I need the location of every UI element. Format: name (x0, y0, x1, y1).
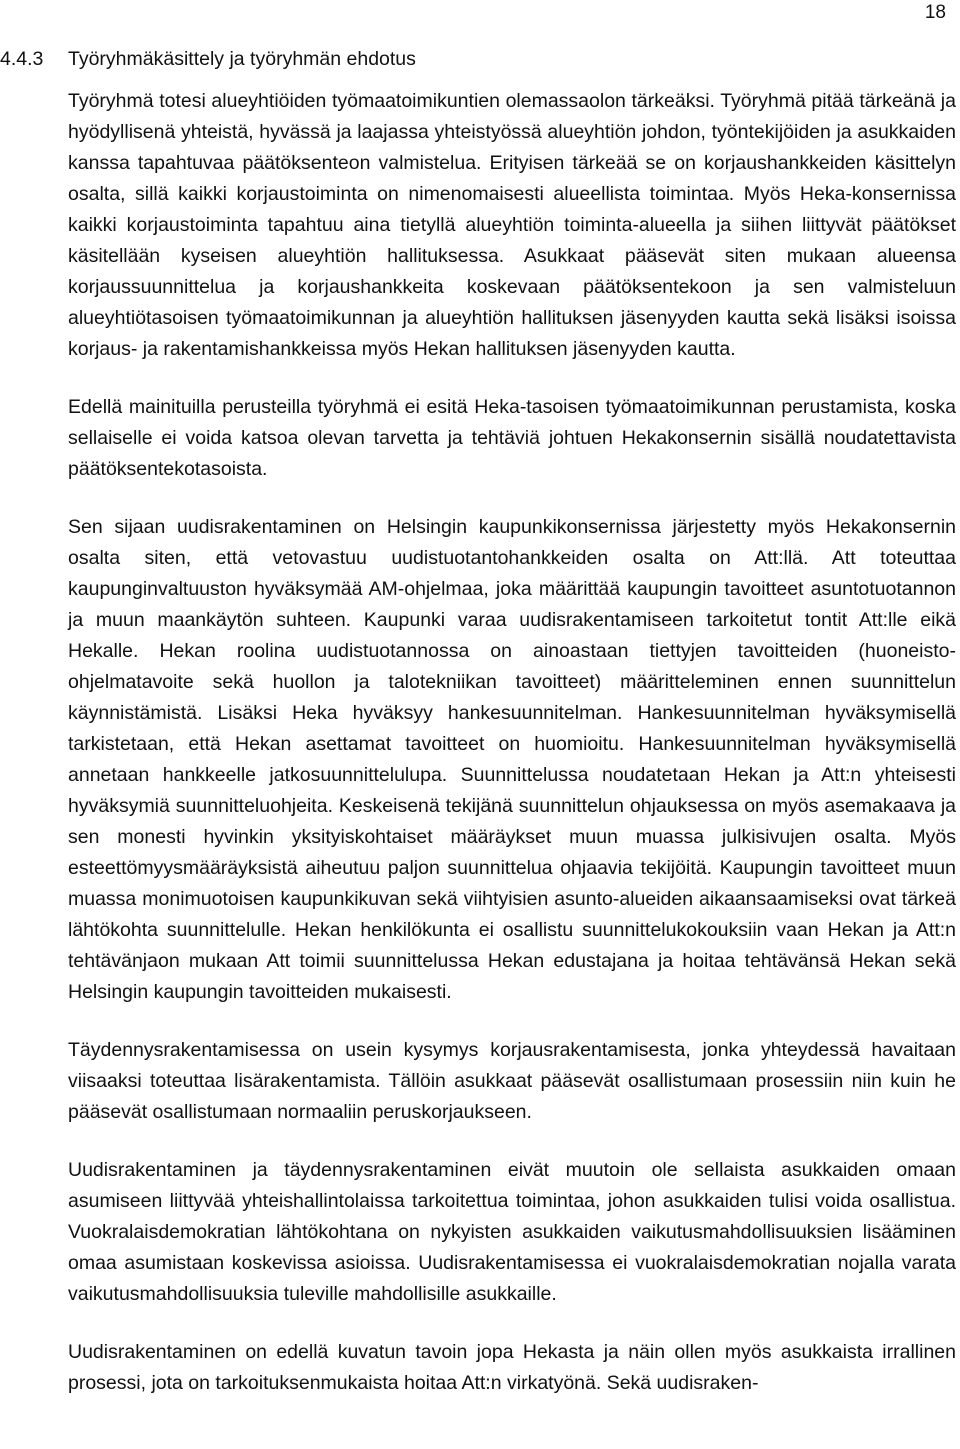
page-number: 18 (924, 2, 946, 23)
section-heading (0, 48, 416, 71)
body-text (68, 86, 956, 1399)
paragraph: Täydennysrakentamisessa on usein kysymys korjausrakentamisesta, jonka yhteydessä havaitaan viisaaksi toteuttaa lisärakentamista. Tällöin asukkaat pääsevät osallistumaan prosessiin niin kuin he pääsevät osallistumaan normaaliin peruskorjaukseen. (68, 1039, 956, 1123)
paragraph: Sen sijaan uudisrakentaminen on Helsingin kaupunkikonsernissa järjestetty myös Hekakonsernin osalta siten, että vetovastuu uudistuotantohankkeiden osalta on Att:llä. Att toteuttaa kaupunginvaltuuston hyväksymää AM-ohjelmaa, joka määrittää kaupungin tavoitteet asuntotuotannon ja muun maankäytön suhteen. Kaupunki varaa uudisrakentamiseen tarkoitetut tontit Att:lle eikä Hekalle. Hekan roolina uudistuotannossa on ainoastaan tiettyjen tavoitteiden (huoneisto-ohjelmatavoite sekä huollon ja talotekniikan tavoitteet) määritteleminen ennen suunnittelun käynnistämistä. Lisäksi Heka hyväksyy hankesuunnitelman. Hankesuunnitelman hyväksymisellä tarkistetaan, että Hekan asettamat tavoitteet on huomioitu. Hankesuunnitelman hyväksymisellä annetaan hankkeelle jatkosuunnittelulupa. Suunnittelussa noudatetaan Hekan ja Att:n yhteisesti hyväksymiä suunnitteluohjeita. Keskeisenä tekijänä suunnittelun ohjauksessa on myös asemakaava ja sen monesti hyvinkin yksityiskohtaiset määräykset muun muassa julkisivujen osalta. Myös esteettömyysmääräyksistä aiheutuu paljon suunnittelua ohjaavia tekijöitä. Kaupungin tavoitteet muun muassa monimuotoisen kaupunkikuvan sekä viihtyisien asunto-alueiden aikaansaamiseksi ovat tärkeä lähtökohta suunnittelulle. Hekan henkilökunta ei osallistu suunnittelukokouksiin vaan Hekan ja Att:n tehtävänjaon mukaan Att toimii suunnittelussa Hekan edustajana ja hoitaa tehtävänsä Hekan sekä Helsingin kaupungin tavoitteiden mukaisesti. (68, 516, 956, 1003)
paragraph: Työryhmä totesi alueyhtiöiden työmaatoimikuntien olemassaolon tärkeäksi. Työryhmä pitää tärkeänä ja hyödyllisenä yhteistä, hyvässä ja laajassa yhteistyössä alueyhtiön johdon, työntekijöiden ja asukkaiden kanssa tapahtuvaa päätöksenteon valmistelua. Erityisen tärkeää se on korjaushankkeiden käsittelyn osalta, sillä kaikki korjaustoiminta on nimenomaisesti alueellista toimintaa. Myös Heka-konsernissa kaikki korjaustoiminta tapahtuu aina tietyllä alueyhtiön toiminta-alueella ja siihen liittyvät päätökset käsitellään kyseisen alueyhtiön hallituksessa. Asukkaat pääsevät siten mukaan alueensa korjaussuunnittelua ja korjaushankkeita koskevaan päätöksentekoon ja sen valmisteluun alueyhtiötasoisen työmaatoimikunnan ja alueyhtiön hallituksen jäsenyyden kautta sekä lisäksi isoissa korjaus- ja rakentamishankkeissa myös Hekan hallituksen jäsenyyden kautta. (68, 90, 956, 360)
paragraph: Uudisrakentaminen on edellä kuvatun tavoin jopa Hekasta ja näin ollen myös asukkaista irrallinen prosessi, jota on tarkoituksenmukaista hoitaa Att:n virkatyönä. Sekä uudisraken- (68, 1341, 956, 1394)
section-title: Työryhmäkäsittely ja työryhmän ehdotus (68, 48, 416, 70)
section-number: 4.4.3 (0, 48, 44, 70)
paragraph: Edellä mainituilla perusteilla työryhmä ei esitä Heka-tasoisen työmaatoimikunnan perustamista, koska sellaiselle ei voida katsoa olevan tarvetta ja tehtäviä johtuen Hekakonsernin sisällä noudatettavista päätöksentekotasoista. (68, 396, 956, 480)
paragraph: Uudisrakentaminen ja täydennysrakentaminen eivät muutoin ole sellaista asukkaiden omaan asumiseen liittyvää yhteishallintolaissa tarkoitettua toimintaa, johon asukkaiden tulisi voida osallistua. Vuokralaisdemokratian lähtökohtana on nykyisten asukkaiden vaikutusmahdollisuuksien lisääminen omaa asumistaan koskevissa asioissa. Uudisrakentamisessa ei vuokralaisdemokratian nojalla varata vaikutusmahdollisuuksia tuleville mahdollisille asukkaille. (68, 1159, 956, 1305)
